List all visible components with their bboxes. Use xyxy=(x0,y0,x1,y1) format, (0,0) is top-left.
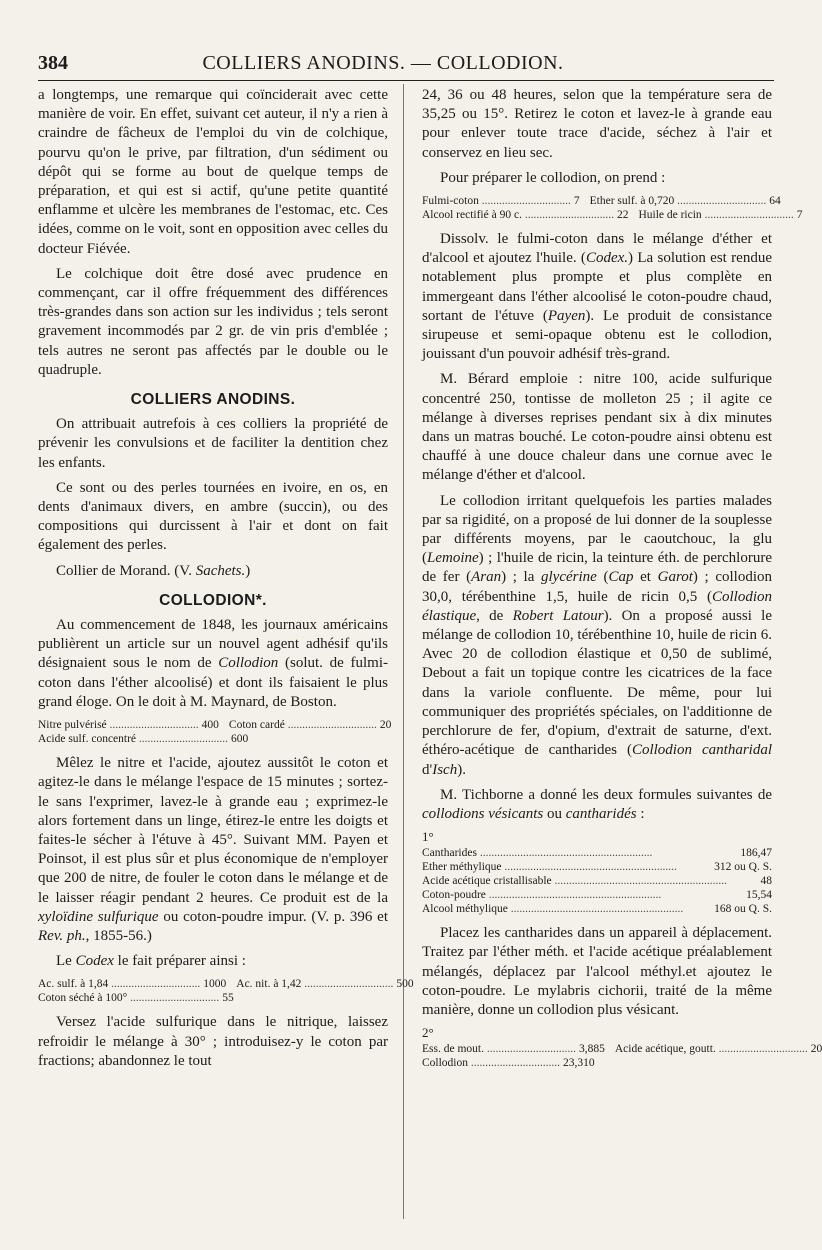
paragraph: Le collodion irritant quelquefois les parties malades par sa rigidité, on a proposé de lui donner de la souplesse par différents moyens, par le caoutchouc, la glu (Lemoine) ; l'huile de ricin, la teinture éth. de perchlorure de fer (Aran) ; la glycérine (Cap et Garot) ; collodion 30,0, térébenthine 1,5, huile de ricin 0,5 (Collodion élastique, de Robert Latour). On a proposé aussi le mélange de collodion 10, térébenthine 10, huile de ricin 6. Avec 20 de collodion élastique et 0,50 de sublimé, Debout a fait un topique contre les cicatrices de la face dans la variole confluente. De même, pour lui communiquer des propriétés spéciales, on l'additionne de perchlorure de fer, d'opium, d'extrait de saturne, d'ext. éthéro-acétique de cantharides (Collodion cantharidal d'Isch). xyxy=(422,492,772,778)
formula-table xyxy=(38,718,392,746)
paragraph: Le Codex le fait préparer ainsi : xyxy=(56,953,246,970)
running-title: COLLIERS ANODINS. — COLLODION. xyxy=(202,52,564,74)
column-divider xyxy=(403,84,404,1219)
paragraph: Collier de Morand. (V. Sachets.) xyxy=(56,562,251,579)
formula-row: Alcool méthylique ..... 168 ou Q. S. xyxy=(422,902,772,916)
formula-row: Fulmi-coton ..... 7 Ether sulf. à 0,720 ..... 64 xyxy=(422,194,772,208)
paragraph: Pour préparer le collodion, on prend : xyxy=(440,169,666,186)
page-number: 384 xyxy=(38,52,68,74)
section-heading-colliers: COLLIERS ANODINS. xyxy=(130,391,296,409)
page-header xyxy=(38,52,768,80)
formula-label: 2° xyxy=(422,1025,434,1041)
paragraph: Le colchique doit être dosé avec prudence en commençant, car il offre fréquemment des différences très-grandes dans son action sur les individus ; tels seront gravement incommodés par 2 gr. de vin pris d'emblée ; tels autres ne seront pas affectés par le double ou le quadruple. xyxy=(38,265,388,378)
paragraph: Ce sont ou des perles tournées en ivoire, en os, en dents d'animaux divers, en ambre (succin), ou des compositions qui durcissent à l'air et dont on fait également des perles. xyxy=(38,479,388,554)
formula-row: Nitre pulvérisé ..... 400 Coton cardé ..... 20 xyxy=(38,718,388,732)
paragraph: Au commencement de 1848, les journaux américains publièrent un article sur un nouvel agent adhésif qu'ils désignaient sous le nom de Collodion (solut. de fulmi-coton dans l'éther alcoolisé) et dont ils faisaient le plus grand éloge. On le doit à M. Maynard, de Boston. xyxy=(38,617,388,710)
formula-row: Cantharides ..... 186,47 xyxy=(422,846,772,860)
paragraph: On attribuait autrefois à ces colliers la propriété de prévenir les convulsions et de faciliter la dentition chez les enfants. xyxy=(38,416,388,471)
left-column xyxy=(38,86,414,1077)
formula-row: Ac. sulf. à 1,84 ..... 1000 Ac. nit. à 1,42 ..... 500 xyxy=(38,977,388,991)
paragraph: Mêlez le nitre et l'acide, ajoutez aussitôt le coton et agitez-le dans le mélange l'espace de 15 minutes ; sortez-le sans l'exprimer, lavez-le à grande eau ; exprimez-le alors fortement dans un linge, étirez-le entre les doigts et faites-le sécher à l'étuve à 45°. Suivant MM. Payen et Poinsot, il est plus sûr et plus économique de n'employer que 200 de nitre, de fouler le coton dans le mélange et de le laisser réagir pendant 2 heures. Ce produit est de la xyloïdine sulfurique ou coton-poudre impur. (V. p. 396 et Rev. ph., 1855-56.) xyxy=(38,755,388,944)
paragraph: 24, 36 ou 48 heures, selon que la température sera de 35,25 ou 15°. Retirez le coton et lavez-le à grande eau pour enlever toute trace d'acide, séchez à l'air et conservez en lieu sec. xyxy=(422,87,772,161)
formula-table xyxy=(422,1025,822,1070)
formula-row: Coton séché à 100° ..... 55 xyxy=(38,991,388,1005)
formula-row: Alcool rectifié à 90 c. ..... 22 Huile de ricin ..... 7 xyxy=(422,208,772,222)
formula-table xyxy=(422,194,803,222)
formula-table xyxy=(422,830,772,916)
header-rule xyxy=(38,80,774,81)
paragraph: Dissolv. le fulmi-coton dans le mélange d'éther et d'alcool et ajoutez l'huile. (Codex.) La solution est rendue notablement plus prompte et plus complète en immergeant dans l'éther alcoolisé le coton-poudre chaud, sortant de l'étuve (Payen). Le produit de consistance sirupeuse et semi-opaque obtenu est le collodion, jouissant d'un pouvoir adhésif très-grand. xyxy=(422,231,772,363)
paragraph: a longtemps, une remarque qui coïnciderait avec cette manière de voir. En effet, suivant cet auteur, il n'y a rien à craindre de fâcheux de l'emploi du vin de colchique, pourvu qu'on le prive, par filtration, d'un sédiment ou dépôt qui se forme au bout de quelque temps de préparation, et qui est si actif, qu'une petite quantité enflamme et ulcère les membranes de l'estomac, etc. Ces idées, comme on le voit, sont en opposition avec celles du docteur Fiévée. xyxy=(38,87,388,257)
paragraph: Placez les cantharides dans un appareil à déplacement. Traitez par l'éther méth. et l'acide acétique préalablement mélangés, déplacez par l'alcool méthyl.et ajoutez le coton-poudre. Le mylabris cichorii, traité de la même manière, donne un collodion plus vésicant. xyxy=(422,925,772,1018)
formula-row: Ether méthylique ..... 312 ou Q. S. xyxy=(422,860,772,874)
section-heading-collodion: COLLODION*. xyxy=(159,591,267,609)
formula-label: 1° xyxy=(422,829,434,845)
paragraph: M. Bérard emploie : nitre 100, acide sulfurique concentré 250, tontisse de molleton 25 ; il agite ce mélange à diverses reprises pendant six à dix minutes dans un matras bouché. Le coton-poudre ainsi obtenu est chauffé à une douce chaleur dans une cornue avec le mélange d'éther et d'alcool. xyxy=(422,371,772,484)
formula-row: Acide sulf. concentré ..... 600 xyxy=(38,732,388,746)
paragraph: Versez l'acide sulfurique dans le nitrique, laissez refroidir le mélange à 30° ; introduisez-y le coton par fractions; abandonnez le tout xyxy=(38,1014,388,1069)
formula-row: Ess. de mout. ..... 3,885 Acide acétique, goutt. ..... 20 xyxy=(422,1042,772,1056)
formula-row: Collodion ..... 23,310 xyxy=(422,1056,772,1070)
formula-table xyxy=(38,977,414,1005)
formula-row: Coton-poudre ..... 15,54 xyxy=(422,888,772,902)
right-column xyxy=(422,86,822,1078)
formula-row: Acide acétique cristallisable ..... 48 xyxy=(422,874,772,888)
paragraph: M. Tichborne a donné les deux formules suivantes de collodions vésicants ou cantharidés : xyxy=(422,786,772,822)
